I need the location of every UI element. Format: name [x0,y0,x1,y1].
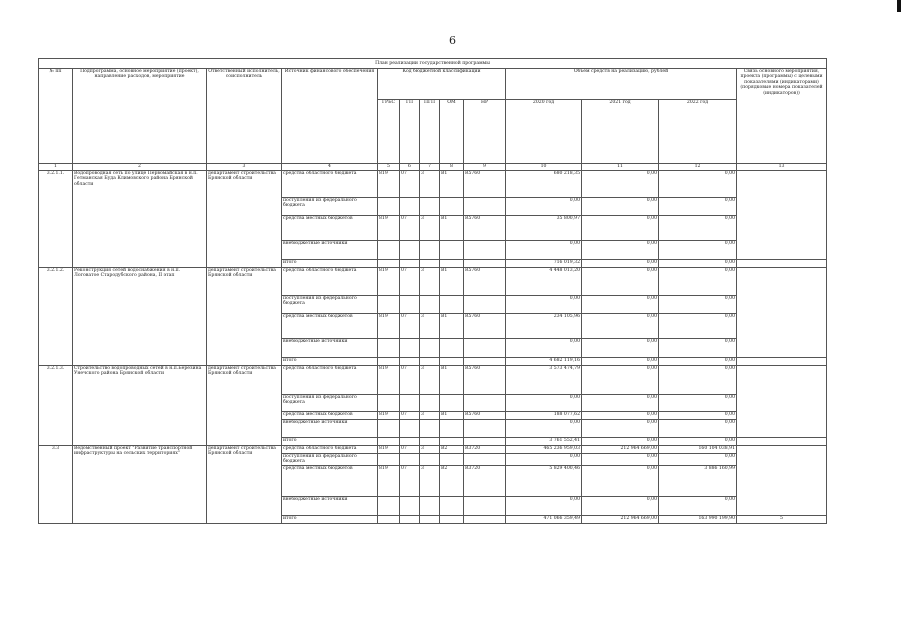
code-grbs [378,438,400,446]
code-pgp [420,358,440,366]
code-gp [400,198,420,216]
code-nr: R5760 [464,412,506,420]
amount-2022: 0,00 [659,296,737,314]
amount-2022: 0,00 [659,438,737,446]
amount-2021: 0,00 [582,395,659,412]
code-pgp: 3 [420,446,440,454]
code-nr [464,241,506,260]
funding-source: средства местных бюджетов [282,466,378,497]
code-om [440,420,464,438]
code-om: В1 [440,314,464,339]
code-gp: 07 [400,268,420,296]
amount-2020: 0,00 [506,198,582,216]
column-index: 7 [420,164,440,171]
amount-2022: 0,00 [659,420,737,438]
amount-2020: 716 019,32 [506,260,582,268]
code-nr: R5760 [464,171,506,198]
measure-name: Ведомственный проект "Развитие транспортной инфраструктуры на сельских территориях" [73,446,207,524]
header-volume: Объем средств на реализацию, рублей [506,69,737,100]
code-nr [464,516,506,524]
amount-2021: 0,00 [582,171,659,198]
table-row [39,268,827,296]
amount-2021: 0,00 [582,296,659,314]
measure-name: Водопроводная сеть по улице Первомайская в н.п. Гетманская Буда Климовского района Брянской области [73,171,207,268]
program-plan-table [38,58,827,524]
responsible-executor: департамент строительства Брянской области [207,366,282,446]
column-index: 5 [378,164,400,171]
column-index-row [39,164,827,171]
amount-2020: 4 682 119,16 [506,358,582,366]
code-nr [464,296,506,314]
funding-source: средства местных бюджетов [282,314,378,339]
header-2022: 2022 год [659,100,737,164]
amount-2022: 0,00 [659,216,737,241]
funding-source: внебюджетные источники [282,420,378,438]
indicator-link [737,358,827,366]
code-om [440,516,464,524]
column-index: 3 [207,164,282,171]
code-nr [464,198,506,216]
code-gp: 07 [400,314,420,339]
indicator-link-cell [737,446,827,516]
indicator-link [737,438,827,446]
amount-2021: 0,00 [582,339,659,358]
code-om: В1 [440,268,464,296]
table-row [39,366,827,395]
code-pgp [420,339,440,358]
code-grbs [378,296,400,314]
header-source: Источник финансового обеспечения [282,69,378,164]
amount-2020: 0,00 [506,420,582,438]
amount-2022: 0,00 [659,198,737,216]
code-grbs [378,339,400,358]
amount-2020: 0,00 [506,241,582,260]
code-om: В2 [440,466,464,497]
amount-2020: 471 066 359,49 [506,516,582,524]
responsible-executor: департамент строительства Брянской области [207,171,282,268]
header-link: Связь основного мероприятия, проекта (программы) с целевыми показателями (индикаторами) (порядковые номера показателей (индикаторов)) [737,69,827,164]
code-gp [400,260,420,268]
code-nr: R3720 [464,466,506,497]
code-nr [464,395,506,412]
amount-2021: 0,00 [582,366,659,395]
indicator-link-cell [737,268,827,358]
code-pgp [420,241,440,260]
row-number: 3.3 [39,446,73,524]
code-nr: R5760 [464,314,506,339]
code-gp [400,296,420,314]
responsible-executor: департамент строительства Брянской области [207,446,282,524]
code-om: В1 [440,412,464,420]
amount-2021: 212 964 669,00 [582,446,659,454]
amount-2021: 0,00 [582,314,659,339]
code-nr [464,438,506,446]
code-grbs: 819 [378,314,400,339]
code-om: В1 [440,171,464,198]
code-pgp [420,395,440,412]
amount-2021: 0,00 [582,358,659,366]
code-nr [464,454,506,466]
measure-name: Реконструкция сетей водоснабжения в н.п. Логоватое Стародубского района, II этап [73,268,207,366]
code-om: В2 [440,446,464,454]
amount-2022: 0,00 [659,454,737,466]
amount-2021: 0,00 [582,497,659,516]
code-pgp: 3 [420,466,440,497]
code-pgp [420,198,440,216]
measure-name: Строительство водопроводных сетей в н.п.Березина Унечского района Брянской области [73,366,207,446]
code-grbs: 819 [378,412,400,420]
code-om [440,395,464,412]
code-om [440,241,464,260]
amount-2020: 4 448 013,20 [506,268,582,296]
amount-2021: 0,00 [582,241,659,260]
amount-2020: 465 236 959,03 [506,446,582,454]
indicator-link: 5 [737,516,827,524]
amount-2021: 0,00 [582,438,659,446]
code-pgp: 3 [420,268,440,296]
amount-2022: 0,00 [659,497,737,516]
row-number: 3.2.1.3. [39,366,73,446]
amount-2022: 0,00 [659,339,737,358]
code-nr [464,420,506,438]
code-om [440,260,464,268]
column-index: 12 [659,164,737,171]
funding-source: итого [282,358,378,366]
amount-2022: 0,00 [659,366,737,395]
code-nr: R5760 [464,268,506,296]
code-gp: 07 [400,446,420,454]
code-nr [464,339,506,358]
header-pgp: ПГП [420,100,440,164]
funding-source: внебюджетные источники [282,339,378,358]
header-grbs: ГРБС [378,100,400,164]
page-number: 6 [449,34,456,47]
amount-2020: 3 761 552,41 [506,438,582,446]
code-om [440,296,464,314]
code-grbs: 819 [378,366,400,395]
header-2021: 2021 год [582,100,659,164]
code-nr [464,358,506,366]
amount-2020: 0,00 [506,454,582,466]
code-gp [400,497,420,516]
code-grbs: 819 [378,216,400,241]
document-sheet [38,58,827,524]
funding-source: внебюджетные источники [282,241,378,260]
funding-source: внебюджетные источники [282,497,378,516]
amount-2022: 0,00 [659,241,737,260]
amount-2020: 234 105,96 [506,314,582,339]
column-index: 10 [506,164,582,171]
table-row [39,171,827,198]
code-gp: 07 [400,171,420,198]
funding-source: поступления из федерального бюджета [282,296,378,314]
funding-source: средства областного бюджета [282,446,378,454]
code-gp [400,358,420,366]
code-gp [400,438,420,446]
code-gp: 07 [400,216,420,241]
header-gp: ГП [400,100,420,164]
indicator-link-cell [737,171,827,260]
code-gp [400,420,420,438]
amount-2022: 0,00 [659,358,737,366]
funding-source: поступления из федерального бюджета [282,198,378,216]
column-index: 1 [39,164,73,171]
amount-2022: 3 886 160,99 [659,466,737,497]
amount-2021: 0,00 [582,466,659,497]
funding-source: поступления из федерального бюджета [282,454,378,466]
amount-2021: 0,00 [582,454,659,466]
amount-2021: 0,00 [582,420,659,438]
code-om [440,497,464,516]
code-gp [400,395,420,412]
code-grbs [378,198,400,216]
code-nr [464,497,506,516]
row-number: 3.2.1.2. [39,268,73,366]
code-pgp [420,296,440,314]
code-pgp [420,497,440,516]
code-pgp: 3 [420,412,440,420]
indicator-link [737,260,827,268]
indicator-link-cell [737,366,827,438]
code-om [440,339,464,358]
amount-2022: 0,00 [659,314,737,339]
code-pgp: 3 [420,314,440,339]
column-index: 8 [440,164,464,171]
code-grbs [378,420,400,438]
table-row [39,446,827,454]
amount-2022: 0,00 [659,260,737,268]
table-title: План реализации государственной программы [39,59,827,69]
funding-source: поступления из федерального бюджета [282,395,378,412]
code-om: В1 [440,366,464,395]
code-grbs [378,497,400,516]
code-pgp: 3 [420,171,440,198]
amount-2020: 35 800,97 [506,216,582,241]
code-om [440,358,464,366]
amount-2020: 188 077,62 [506,412,582,420]
funding-source: итого [282,438,378,446]
funding-source: средства местных бюджетов [282,216,378,241]
amount-2022: 163 990 199,90 [659,516,737,524]
amount-2020: 680 218,35 [506,171,582,198]
column-index: 9 [464,164,506,171]
amount-2021: 0,00 [582,260,659,268]
code-grbs: 819 [378,268,400,296]
code-nr: R3720 [464,446,506,454]
funding-source: средства областного бюджета [282,366,378,395]
code-om [440,198,464,216]
amount-2021: 0,00 [582,216,659,241]
header-num: № пп [39,69,73,164]
code-gp [400,339,420,358]
code-om [440,438,464,446]
funding-source: средства областного бюджета [282,171,378,198]
header-om: ОМ [440,100,464,164]
code-nr: R5760 [464,366,506,395]
code-grbs [378,516,400,524]
amount-2022: 160 104 038,91 [659,446,737,454]
code-gp [400,241,420,260]
responsible-executor: департамент строительства Брянской области [207,268,282,366]
code-pgp: 3 [420,216,440,241]
amount-2020: 5 829 400,46 [506,466,582,497]
code-grbs [378,358,400,366]
code-grbs [378,241,400,260]
code-pgp [420,438,440,446]
header-name: Подпрограмма, основное мероприятие (проект), направление расходов, мероприятие [73,69,207,164]
code-gp: 07 [400,412,420,420]
code-pgp [420,260,440,268]
code-grbs [378,395,400,412]
column-index: 6 [400,164,420,171]
code-nr: R5760 [464,216,506,241]
amount-2022: 0,00 [659,412,737,420]
code-grbs [378,260,400,268]
column-index: 2 [73,164,207,171]
code-pgp [420,516,440,524]
code-grbs: 819 [378,466,400,497]
code-pgp: 3 [420,366,440,395]
amount-2021: 0,00 [582,412,659,420]
column-index: 13 [737,164,827,171]
amount-2022: 0,00 [659,268,737,296]
code-pgp [420,454,440,466]
code-om: В1 [440,216,464,241]
amount-2021: 0,00 [582,268,659,296]
code-gp: 07 [400,466,420,497]
column-index: 11 [582,164,659,171]
amount-2020: 0,00 [506,497,582,516]
code-nr [464,260,506,268]
amount-2020: 0,00 [506,339,582,358]
amount-2021: 0,00 [582,198,659,216]
amount-2020: 0,00 [506,296,582,314]
code-gp [400,516,420,524]
code-grbs: 819 [378,446,400,454]
header-executor: Ответственный исполнитель, соисполнитель [207,69,282,164]
amount-2022: 0,00 [659,395,737,412]
header-2020: 2020 год [506,100,582,164]
funding-source: итого [282,260,378,268]
amount-2022: 0,00 [659,171,737,198]
corner-mark [897,0,901,12]
code-pgp [420,420,440,438]
funding-source: средства областного бюджета [282,268,378,296]
code-gp: 07 [400,366,420,395]
column-index: 4 [282,164,378,171]
funding-source: итого [282,516,378,524]
funding-source: средства местных бюджетов [282,412,378,420]
code-grbs: 819 [378,171,400,198]
amount-2020: 0,00 [506,395,582,412]
amount-2020: 3 573 474,79 [506,366,582,395]
amount-2021: 212 964 669,00 [582,516,659,524]
code-grbs [378,454,400,466]
header-budget-code: Код бюджетной классификации [378,69,506,100]
code-om [440,454,464,466]
header-nr: НР [464,100,506,164]
code-gp [400,454,420,466]
row-number: 3.2.1.1. [39,171,73,268]
